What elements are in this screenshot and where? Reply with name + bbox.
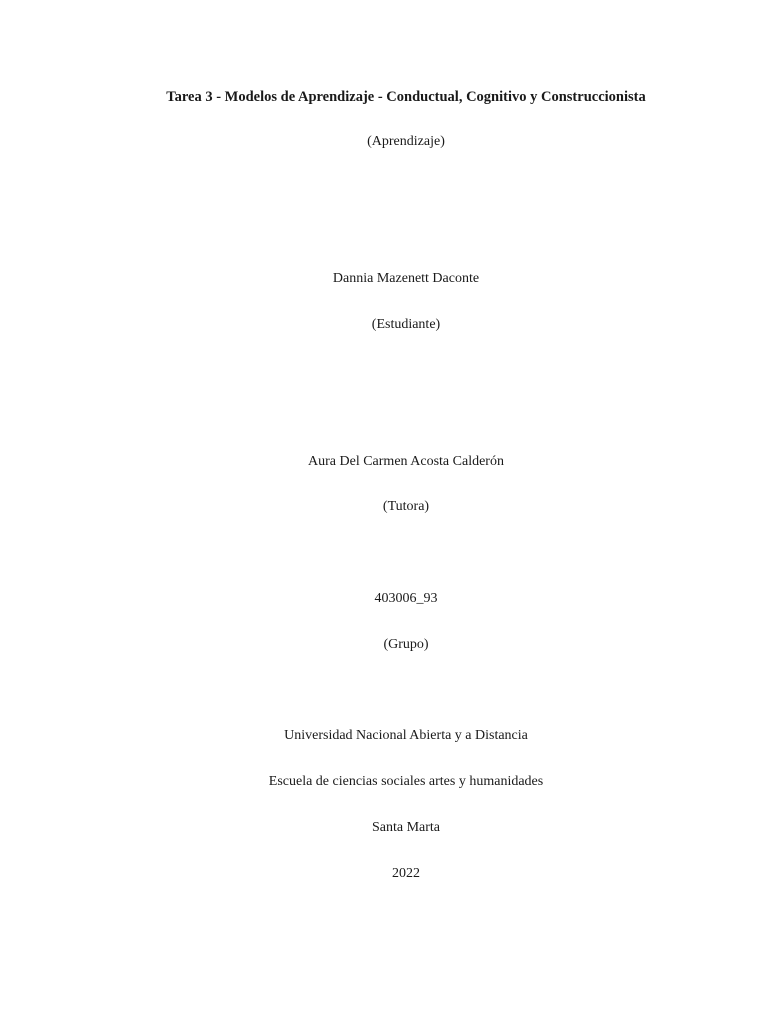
student-role: (Estudiante) [371,317,441,332]
course-subject: (Aprendizaje) [367,134,445,149]
university-name: Universidad Nacional Abierta y a Distancia [284,728,528,743]
tutor-role: (Tutora) [382,499,430,514]
document-title: Tarea 3 - Modelos de Aprendizaje - Conductual, Cognitivo y Construccionista [166,89,646,105]
school-name: Escuela de ciencias sociales artes y humanidades [268,774,544,789]
student-name: Dannia Mazenett Daconte [332,271,480,286]
group-code: 403006_93 [374,591,438,606]
city-name: Santa Marta [371,820,441,835]
document-year: 2022 [392,866,420,881]
group-label: (Grupo) [383,637,429,652]
tutor-name: Aura Del Carmen Acosta Calderón [308,454,504,469]
